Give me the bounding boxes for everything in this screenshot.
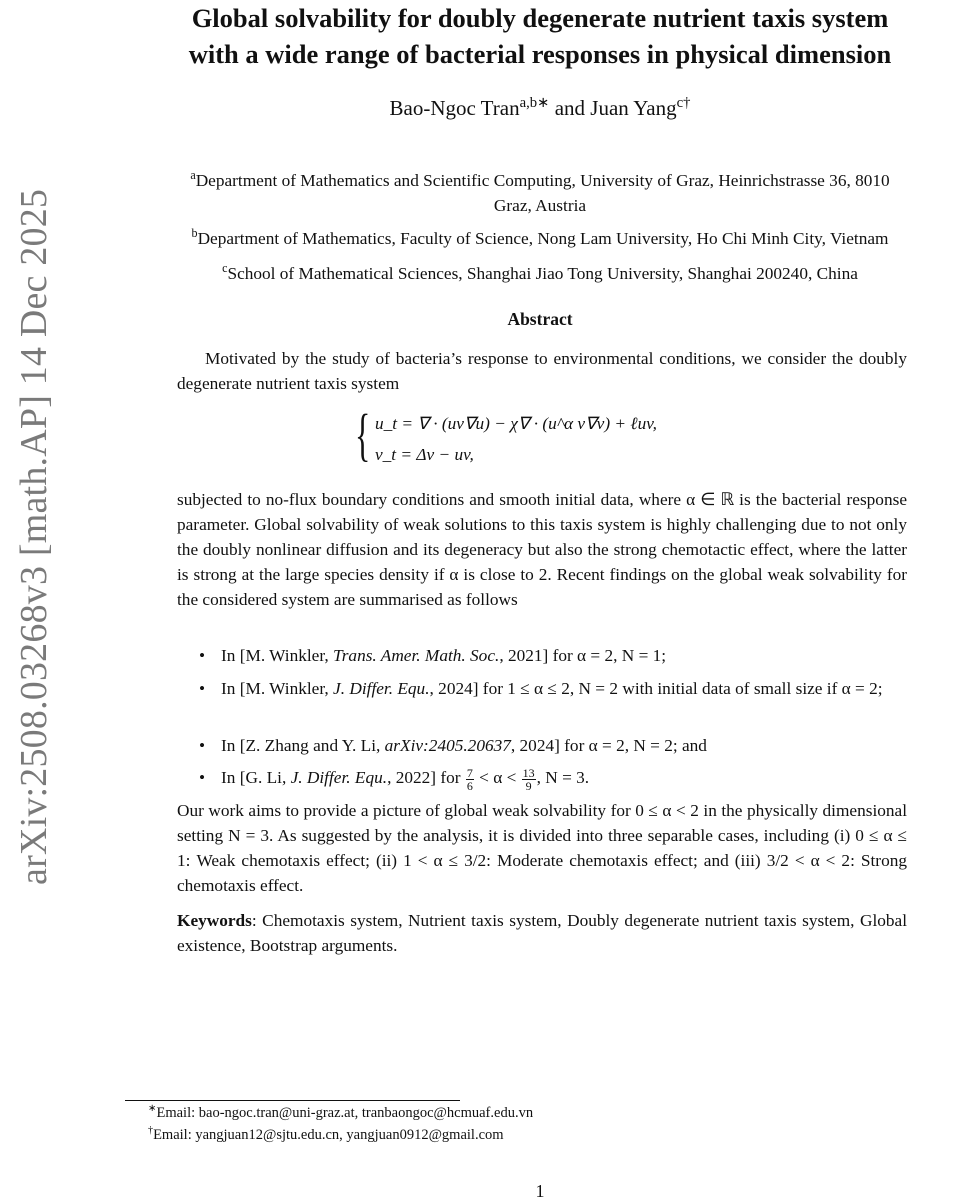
author-name: Juan Yang bbox=[590, 96, 677, 120]
citation-author: In [G. Li, bbox=[221, 768, 291, 787]
keywords bbox=[177, 908, 907, 958]
affiliation-mark: b bbox=[191, 226, 198, 241]
fraction-denominator: 9 bbox=[525, 778, 532, 793]
abstract-paragraph: Our work aims to provide a picture of global weak solvability for 0 ≤ α < 2 in the physically dimensional setting N = 3. As suggested by the analysis, it is divided into three separable cases, including (i) 0 ≤ α ≤ 1: Weak chemotaxis effect; (ii) 1 < α ≤ 3/2: Moderate chemotaxis effect; and (iii) 3/2 < α < 2: Strong chemotaxis effect. bbox=[177, 801, 907, 895]
footnote bbox=[148, 1105, 533, 1122]
equation-u: u_t = ∇ · (uv∇u) − χ∇ · (u^α v∇v) + ℓuv, bbox=[375, 414, 657, 433]
affiliation-mark: a bbox=[190, 168, 196, 183]
author-name: Bao-Ngoc Tran bbox=[389, 96, 520, 120]
fraction bbox=[466, 767, 474, 792]
left-brace: { bbox=[355, 402, 371, 467]
citation-detail: , 2024] for 1 ≤ α ≤ 2, N = 2 with initial data of small size if α = 2; bbox=[429, 679, 883, 698]
citation-detail: , 2021] for α = 2, N = 1; bbox=[499, 646, 667, 665]
abstract-paragraph: Motivated by the study of bacteria’s response to environmental conditions, we consider the doubly degenerate nutrient taxis system bbox=[177, 349, 907, 393]
bullet-icon: • bbox=[199, 768, 206, 787]
affiliation-mark: c bbox=[222, 261, 228, 276]
citation-detail: , 2022] for bbox=[387, 768, 465, 787]
affiliation-text: Department of Mathematics, Faculty of Science, Nong Lam University, Ho Chi Minh City, Vietnam bbox=[197, 229, 889, 248]
affiliation-a bbox=[125, 168, 955, 218]
footnote-text: Email: yangjuan12@sjtu.edu.cn, yangjuan0912@gmail.com bbox=[153, 1127, 504, 1143]
footnote-divider bbox=[125, 1100, 460, 1101]
citation-detail: , N = 3. bbox=[536, 768, 590, 787]
paper-title bbox=[110, 0, 955, 72]
arxiv-identifier: arXiv:2508.03268v3 [math.AP] 14 Dec 2025 bbox=[13, 188, 55, 885]
author-list bbox=[110, 96, 955, 121]
citation-journal: J. Differ. Equ. bbox=[290, 768, 388, 787]
footnote bbox=[148, 1127, 504, 1144]
footnote-mark: † bbox=[148, 1125, 154, 1137]
affiliation-c bbox=[125, 261, 955, 286]
affiliation-text: Graz, Austria bbox=[493, 196, 587, 215]
citation-author: In [Z. Zhang and Y. Li, bbox=[221, 736, 385, 755]
keywords-text: : Chemotaxis system, Nutrient taxis system, Doubly degenerate nutrient taxis system, Global existence, Bootstrap arguments. bbox=[177, 911, 907, 955]
citation-journal: Trans. Amer. Math. Soc. bbox=[333, 646, 500, 665]
fraction bbox=[522, 767, 536, 792]
citation-journal: arXiv:2405.20637 bbox=[384, 736, 511, 755]
author-affiliation-mark: a,b∗ bbox=[519, 95, 550, 111]
fraction-numerator: 7 bbox=[466, 765, 473, 780]
page-number: 1 bbox=[535, 1181, 545, 1201]
title-line-1: Global solvability for doubly degenerate nutrient taxis system bbox=[191, 3, 889, 33]
fraction-denominator: 6 bbox=[466, 778, 473, 793]
title-line-2: with a wide range of bacterial responses in physical dimension bbox=[188, 39, 892, 69]
affiliation-b bbox=[125, 226, 955, 251]
footnote-text: Email: bao-ngoc.tran@uni-graz.at, tranbaongoc@hcmuaf.edu.vn bbox=[156, 1105, 534, 1121]
abstract-heading: Abstract bbox=[507, 309, 573, 329]
bullet-icon: • bbox=[199, 736, 206, 755]
bullet-icon: • bbox=[199, 679, 206, 698]
abstract-paragraph: subjected to no-flux boundary conditions and smooth initial data, where α ∈ ℝ is the bacterial response parameter. Global solvability of weak solutions to this taxis system is highly challenging due to not only the doubly nonlinear diffusion and its degeneracy but also the strong chemotactic effect, where the latter is strong at the large species density if α is close to 2. Recent findings on the global weak solvability for the considered system are summarised as follows bbox=[177, 490, 907, 609]
author-conjunction: and bbox=[549, 96, 591, 120]
footnote-mark: ∗ bbox=[148, 1103, 157, 1115]
author-affiliation-mark: c† bbox=[676, 95, 691, 111]
citation-author: In [M. Winkler, bbox=[221, 679, 334, 698]
bullet-icon: • bbox=[199, 646, 206, 665]
citation-journal: J. Differ. Equ. bbox=[333, 679, 430, 698]
citation-author: In [M. Winkler, bbox=[221, 646, 334, 665]
fraction-numerator: 13 bbox=[522, 765, 535, 780]
inequality: < α < bbox=[474, 768, 521, 787]
affiliation-text: School of Mathematical Sciences, Shanghai Jiao Tong University, Shanghai 200240, China bbox=[227, 264, 858, 283]
affiliation-text: Department of Mathematics and Scientific Computing, University of Graz, Heinrichstrasse 36, 8010 bbox=[195, 171, 890, 190]
citation-detail: , 2024] for α = 2, N = 2; and bbox=[510, 736, 707, 755]
keywords-label: Keywords bbox=[177, 911, 252, 930]
equation-v: v_t = Δv − uv, bbox=[375, 445, 474, 464]
